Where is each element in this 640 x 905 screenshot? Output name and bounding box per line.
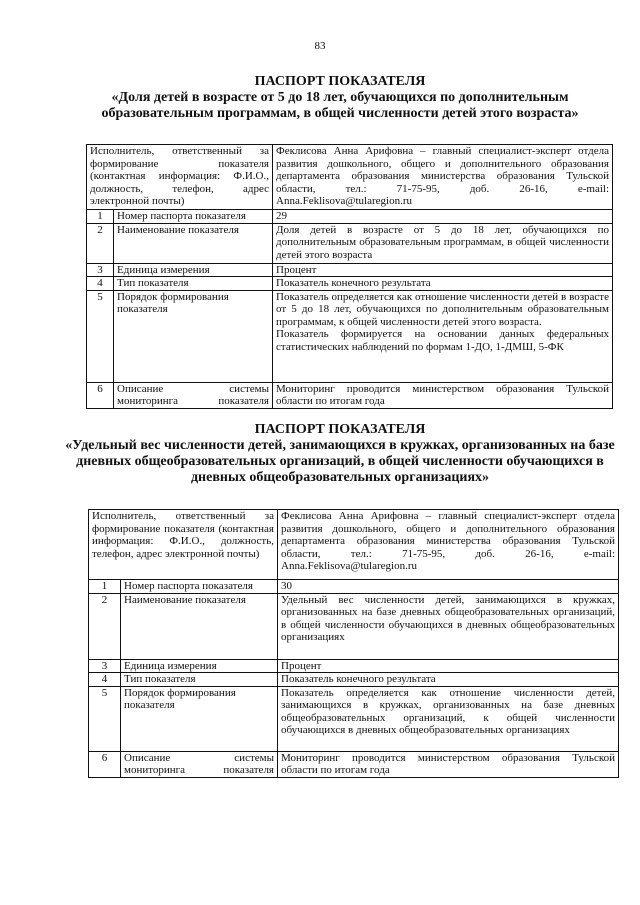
row-label: Номер паспорта показателя [114, 210, 273, 224]
passport-1-title: ПАСПОРТ ПОКАЗАТЕЛЯ [254, 74, 426, 89]
executor-row [89, 510, 619, 580]
row-number: 3 [87, 263, 114, 277]
passport-2-table [88, 509, 619, 778]
row-label: Наименование показателя [114, 223, 273, 263]
row-label: Наименование показателя [121, 593, 278, 659]
row-number: 6 [89, 751, 121, 777]
row-number: 2 [89, 593, 121, 659]
row-value: Показатель определяется как отношение численности детей, занимающихся в кружках, организованных на базе дневных общеобразовательных организаций, к общей численности обучающихся в дневных общеобразовательных организациях [278, 686, 619, 751]
row-label: Единица измерения [114, 263, 273, 277]
row-value: Показатель конечного результата [278, 673, 619, 687]
row-value: Процент [278, 659, 619, 673]
row-label: Описание системы мониторинга показателя [114, 382, 273, 408]
row-number: 6 [87, 382, 114, 408]
row-value: Процент [273, 263, 613, 277]
table-row [87, 382, 613, 408]
table-row [89, 659, 619, 673]
row-label: Тип показателя [121, 673, 278, 687]
row-value: Удельный вес численности детей, занимающихся в кружках, организованных на базе дневных общеобразовательных организаций, в общей численности обучающихся в дневных общеобразовательных организациях [278, 593, 619, 659]
row-label: Порядок формирования показателя [121, 686, 278, 751]
row-number: 4 [89, 673, 121, 687]
row-value: 29 [273, 210, 613, 224]
table-row [89, 686, 619, 751]
row-label: Тип показателя [114, 277, 273, 291]
row-label: Номер паспорта показателя [121, 580, 278, 594]
table-row [87, 210, 613, 224]
passport-2-title: ПАСПОРТ ПОКАЗАТЕЛЯ [254, 422, 426, 437]
executor-row [87, 145, 613, 210]
table-row [87, 277, 613, 291]
executor-label: Исполнитель, ответственный за формирование показателя (контактная информация: Ф.И.О., должность, телефон, адрес электронной почты) [87, 145, 273, 210]
table-row [89, 580, 619, 594]
page-number: 83 [314, 40, 326, 52]
row-number: 4 [87, 277, 114, 291]
executor-value: Феклисова Анна Арифовна – главный специалист-эксперт отдела развития дошкольного, общего и дополнительного образования департамента образования министерства образования Тульской области, тел.: 71-75-95, доб. 26-16, e-mail: Anna.Feklisova@tularegion.ru [278, 510, 619, 580]
passport-2-subtitle: «Удельный вес численности детей, занимающихся в кружках, организованных на базе дневных общеобразовательных организаций, в общей численности обучающихся в дневных общеобразовательных организациях» [65, 438, 615, 485]
row-value-paragraph: Показатель формируется на основании данных федеральных статистических наблюдений по формам 1-ДО, 1-ДМШ, 5-ФК [276, 328, 609, 353]
passport-2-heading [60, 422, 620, 486]
passport-1-subtitle: «Доля детей в возрасте от 5 до 18 лет, обучающихся по дополнительным образовательным программам, в общей численности детей этого возраста» [101, 90, 579, 121]
executor-value: Феклисова Анна Арифовна – главный специалист-эксперт отдела развития дошкольного, общего и дополнительного образования департамента образования министерства образования Тульской области, тел.: 71-75-95, доб. 26-16, e-mail: Anna.Feklisova@tularegion.ru [273, 145, 613, 210]
row-label: Порядок формирования показателя [114, 290, 273, 382]
row-number: 5 [87, 290, 114, 382]
row-number: 5 [89, 686, 121, 751]
row-value [273, 290, 613, 382]
row-number: 1 [89, 580, 121, 594]
row-value-paragraph: Показатель определяется как отношение численности детей в возрасте от 5 до 18 лет, обучающихся по дополнительным образовательным программам, к общей численности детей этого возраста. [276, 290, 609, 328]
table-row [87, 223, 613, 263]
row-number: 1 [87, 210, 114, 224]
row-value: Показатель конечного результата [273, 277, 613, 291]
passport-1-table [86, 144, 613, 409]
table-row [89, 593, 619, 659]
row-value: 30 [278, 580, 619, 594]
table-row [89, 751, 619, 777]
table-row [87, 263, 613, 277]
passport-1-heading [60, 74, 620, 122]
row-number: 2 [87, 223, 114, 263]
row-number: 3 [89, 659, 121, 673]
row-label: Описание системы мониторинга показателя [121, 751, 278, 777]
row-value: Мониторинг проводится министерством образования Тульской области по итогам года [278, 751, 619, 777]
executor-label: Исполнитель, ответственный за формирование показателя (контактная информация: Ф.И.О., должность, телефон, адрес электронной почты) [89, 510, 278, 580]
table-row [87, 290, 613, 382]
row-value: Доля детей в возрасте от 5 до 18 лет, обучающихся по дополнительным образовательным программам, в общей численности детей этого возраста [273, 223, 613, 263]
row-value: Мониторинг проводится министерством образования Тульской области по итогам года [273, 382, 613, 408]
table-row [89, 673, 619, 687]
row-label: Единица измерения [121, 659, 278, 673]
